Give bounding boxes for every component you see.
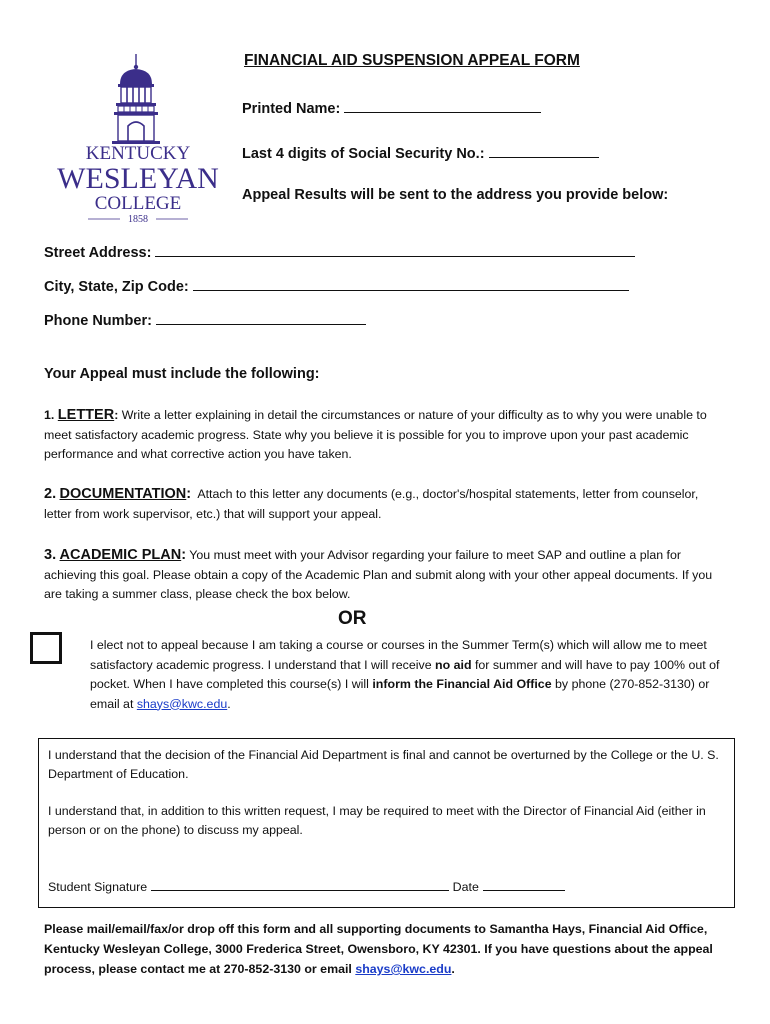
summer-class-checkbox[interactable] <box>30 632 62 664</box>
requirement-label: DOCUMENTATION <box>59 486 187 502</box>
results-note: Appeal Results will be sent to the address you provide below: <box>242 187 669 203</box>
requirement-text: Write a letter explaining in detail the circumstances or nature of your difficulty as to why you were unable to meet satisfactory academic progress. State why you believe it is possible for you to improve upon your past academic performance and what corrective action you have taken. <box>44 408 707 461</box>
signature-label: Student Signature <box>48 880 148 894</box>
ssn-label: Last 4 digits of Social Security No.: <box>242 146 485 162</box>
submission-instructions <box>44 919 734 979</box>
svg-text:COLLEGE: COLLEGE <box>94 193 182 214</box>
college-logo <box>48 52 228 222</box>
requirement-number: 1. <box>44 408 55 422</box>
ssn-field[interactable] <box>242 143 599 162</box>
street-address-label: Street Address: <box>44 245 152 261</box>
date-line[interactable] <box>483 878 565 891</box>
printed-name-label: Printed Name: <box>242 101 341 117</box>
footer-text: Please mail/email/fax/or drop off this form and all supporting documents to Samantha Hays, Financial Aid Office, Kentucky Wesleyan College, 3000 Frederica Street, Owensboro, KY 42301. If you have questions about the appeal process, please contact me at 270-852-3130 or email <box>44 922 713 976</box>
form-title: FINANCIAL AID SUSPENSION APPEAL FORM <box>244 52 580 69</box>
requirement-number: 3. <box>44 547 57 563</box>
phone-number-line[interactable] <box>156 310 366 325</box>
requirement-label: ACADEMIC PLAN <box>59 547 182 563</box>
elect-text-part: I elect not to appeal because I am taking a course or courses in the Summer Term(s) which will allow me to meet satisfactory academic progress. I understand that I will receive <box>90 638 707 672</box>
requirement-letter: 1. LETTER: Write a letter explaining in detail the circumstances or nature of your difficulty as to why you were unable to meet satisfactory academic progress. State why you believe it is possible for you to improve upon your past academic performance and what corrective action you have taken. <box>44 407 707 461</box>
elect-text-part: for summer and will have to pay 100% out of pocket. When I have completed this course(s) I will <box>90 657 720 691</box>
signature-row <box>48 878 565 894</box>
or-divider: OR <box>338 608 367 629</box>
requirement-label: LETTER <box>57 407 115 423</box>
street-address-line[interactable] <box>155 242 635 257</box>
acknowledgement-meeting: I understand that, in addition to this written request, I may be required to meet with the Director of Financial Aid (either in person or on the phone) to discuss my appeal. <box>48 804 706 837</box>
bell-tower-icon <box>48 52 228 222</box>
requirements-heading: Your Appeal must include the following: <box>44 366 320 382</box>
email-link[interactable]: shays@kwc.edu <box>136 696 228 711</box>
acknowledgement-decision: I understand that the decision of the Financial Aid Department is final and cannot be overturned by the College or the U. S. Department of Education. <box>48 748 719 781</box>
requirement-text: You must meet with your Advisor regarding your failure to meet SAP and outline a plan for achieving this goal. Please obtain a copy of the Academic Plan and submit along with your other appeal documents. If you are taking a summer class, please check the box below. <box>44 548 713 601</box>
requirement-documentation: 2. DOCUMENTATION: Attach to this letter any documents (e.g., doctor's/hospital statements, letter from counselor, letter from work supervisor, etc.) that will support your appeal. <box>44 486 699 521</box>
city-state-zip-field[interactable] <box>44 276 629 295</box>
signature-line[interactable] <box>151 878 449 891</box>
date-label: Date <box>452 880 479 894</box>
phone-number-label: Phone Number: <box>44 313 152 329</box>
elect-text-part: . <box>227 696 231 711</box>
footer-email-link[interactable]: shays@kwc.edu <box>355 962 452 976</box>
printed-name-line[interactable] <box>344 98 541 113</box>
requirement-text: Attach to this letter any documents (e.g., doctor's/hospital statements, letter from counselor, letter from work supervisor, etc.) that will support your appeal. <box>44 487 699 521</box>
elect-text-part: by phone (270-852-3130) or email at <box>90 677 710 711</box>
phone-number-field[interactable] <box>44 310 366 329</box>
street-address-field[interactable] <box>44 242 635 261</box>
footer-end: . <box>451 962 455 976</box>
elect-bold-inform: inform the Financial Aid Office <box>372 677 552 691</box>
summer-election-text <box>90 636 730 714</box>
svg-text:1858: 1858 <box>128 214 148 222</box>
requirement-number: 2. <box>44 486 57 502</box>
requirement-academic-plan: 3. ACADEMIC PLAN: You must meet with your Advisor regarding your failure to meet SAP and outline a plan for achieving this goal. Please obtain a copy of the Academic Plan and submit along with your other appeal documents. If you are taking a summer class, please check the box below. <box>44 547 713 601</box>
city-state-zip-label: City, State, Zip Code: <box>44 279 189 295</box>
city-state-zip-line[interactable] <box>193 276 629 291</box>
svg-text:KENTUCKY: KENTUCKY <box>85 143 191 164</box>
svg-text:WESLEYAN: WESLEYAN <box>57 162 219 195</box>
elect-bold-no-aid: no aid <box>435 657 472 672</box>
printed-name-field[interactable] <box>242 98 541 117</box>
ssn-line[interactable] <box>489 143 599 158</box>
